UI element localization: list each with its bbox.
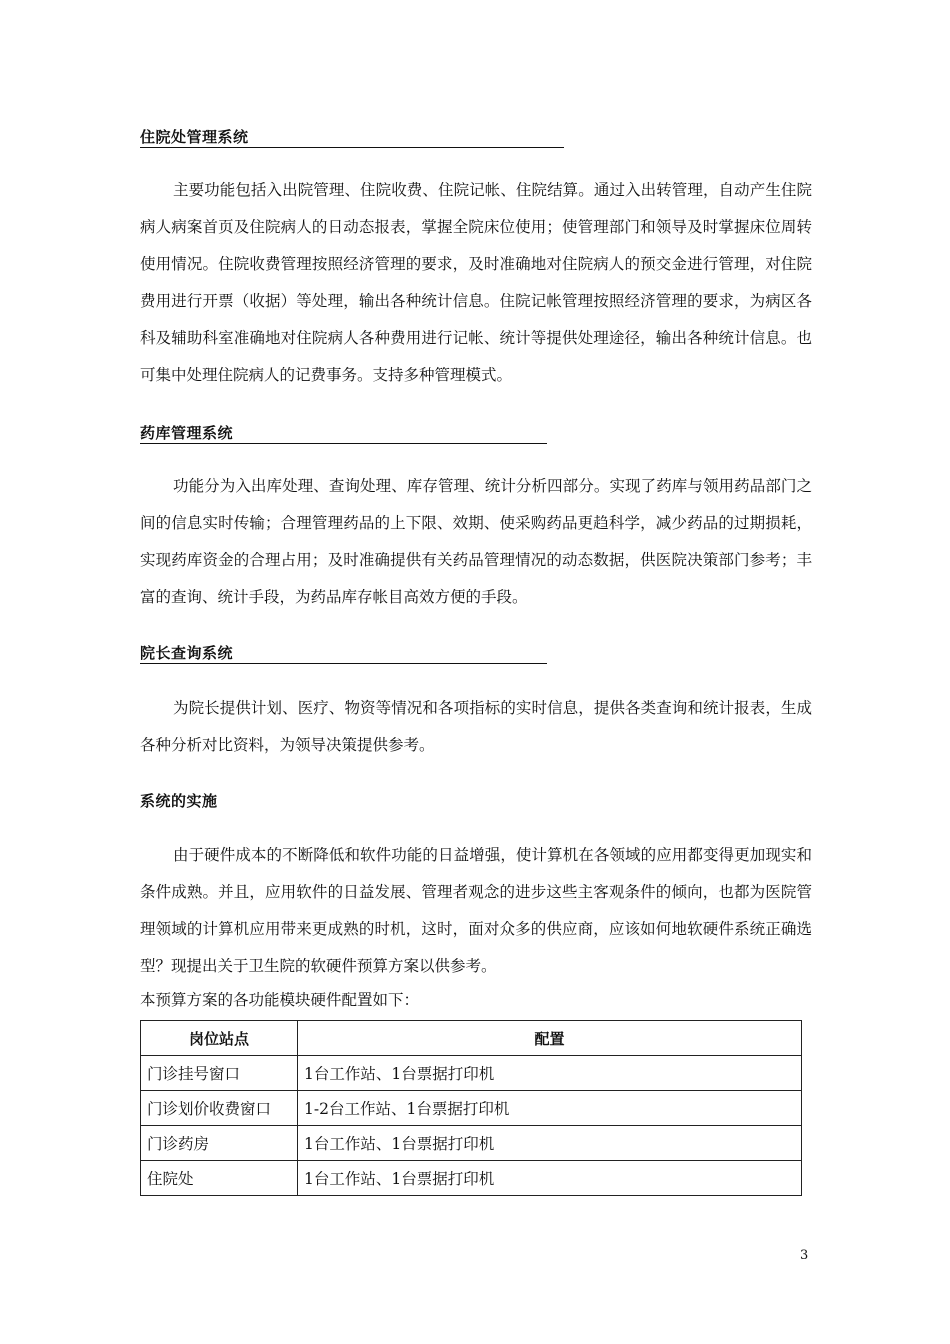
table-cell-config: 1台工作站、1台票据打印机 [298,1056,802,1091]
table-row [141,1126,802,1161]
table-cell-station: 门诊药房 [141,1126,298,1161]
table-row [141,1091,802,1126]
section-body-implementation: 由于硬件成本的不断降低和软件功能的日益增强，使计算机在各领域的应用都变得更加现实和条件成熟。并且，应用软件的日益发展、管理者观念的进步这些主客观条件的倾向，也都为医院管理领域的计算机应用带来更成熟的时机，这时，面对众多的供应商，应该如何地软硬件系统正确选型？现提出关于卫生院的软硬件预算方案以供参考。 [140,846,812,975]
section-body-inpatient: 主要功能包括入出院管理、住院收费、住院记帐、住院结算。通过入出转管理，自动产生住院病人病案首页及住院病人的日动态报表，掌握全院床位使用；使管理部门和领导及时掌握床位周转使用情况。住院收费管理按照经济管理的要求，及时准确地对住院病人的预交金进行管理，对住院费用进行开票（收据）等处理，输出各种统计信息。住院记帐管理按照经济管理的要求，为病区各科及辅助科室准确地对住院病人各种费用进行记帐、统计等提供处理途径，输出各种统计信息。也可集中处理住院病人的记费事务。支持多种管理模式。 [140,181,812,384]
hardware-config-table [140,1020,802,1196]
section-heading-director-query: 院长查询系统 [140,644,547,664]
section-body-director-query: 为院长提供计划、医疗、物资等情况和各项指标的实时信息，提供各类查询和统计报表，生成各种分析对比资料，为领导决策提供参考。 [140,699,812,754]
section-heading-pharmacy: 药库管理系统 [140,424,547,444]
table-row [141,1161,802,1196]
table-cell-config: 1台工作站、1台票据打印机 [298,1161,802,1196]
table-intro: 本预算方案的各功能模块硬件配置如下： [140,991,420,1009]
table-cell-config: 1台工作站、1台票据打印机 [298,1126,802,1161]
page-number: 3 [800,1248,809,1263]
table-row [141,1056,802,1091]
table-cell-config: 1-2台工作站、1台票据打印机 [298,1091,802,1126]
table-cell-station: 门诊划价收费窗口 [141,1091,298,1126]
section-body-pharmacy: 功能分为入出库处理、查询处理、库存管理、统计分析四部分。实现了药库与领用药品部门之间的信息实时传输；合理管理药品的上下限、效期、使采购药品更趋科学，减少药品的过期损耗，实现药库资金的合理占用；及时准确提供有关药品管理情况的动态数据，供医院决策部门参考；丰富的查询、统计手段，为药品库存帐目高效方便的手段。 [140,477,812,606]
table-header-row [141,1021,802,1056]
section-heading-implementation: 系统的实施 [140,792,218,810]
table-cell-station: 住院处 [141,1161,298,1196]
table-cell-station: 门诊挂号窗口 [141,1056,298,1091]
table-header-config: 配置 [298,1021,802,1056]
section-heading-inpatient: 住院处管理系统 [140,128,564,148]
table-header-station: 岗位站点 [141,1021,298,1056]
